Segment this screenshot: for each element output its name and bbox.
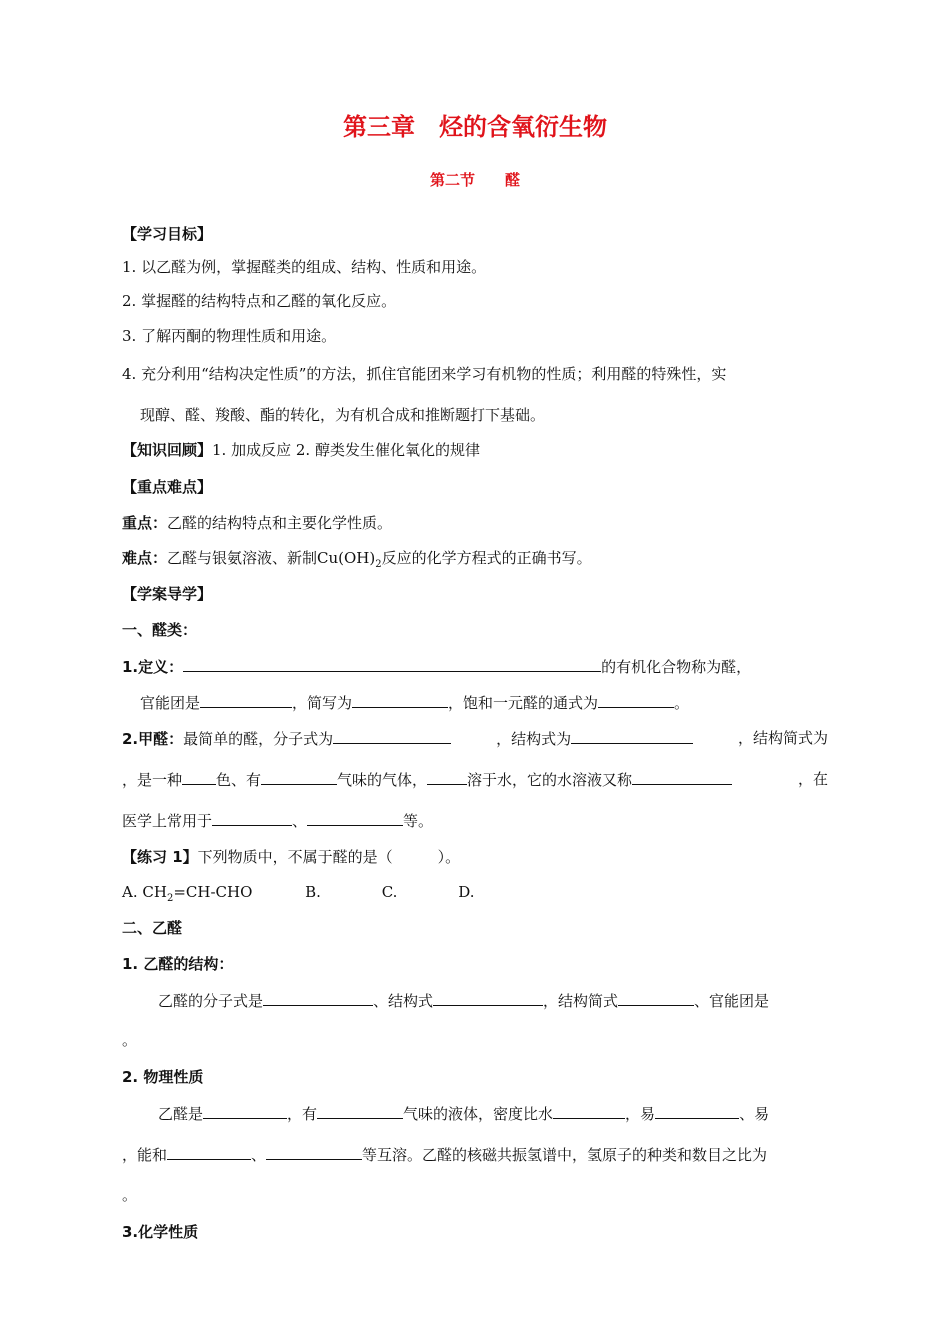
blank-field xyxy=(307,810,403,826)
key-points-heading: 【重点难点】 xyxy=(122,478,213,496)
objective-item: 4. 充分利用“结构决定性质”的方法，抓住官能团来学习有机物的性质；利用醛的特殊性，实 xyxy=(122,365,727,383)
text: 等互溶。乙醛的核磁共振氢谱中，氢原子的种类和数目之比为 xyxy=(362,1146,768,1164)
blank-field xyxy=(433,990,543,1006)
objectives-heading: 【学习目标】 xyxy=(122,225,213,243)
blank-field xyxy=(261,769,337,785)
physical-line-1 xyxy=(158,1103,769,1124)
exercise-1-line xyxy=(122,847,460,867)
exercise-1-label: 【练习 1】 xyxy=(122,848,198,866)
blank-field xyxy=(203,1103,287,1119)
blank-field xyxy=(333,728,451,744)
period: 。 xyxy=(122,1031,138,1049)
formaldehyde-line-1 xyxy=(122,728,828,749)
part2-heading: 二、乙醛 xyxy=(122,919,183,937)
text: A. CH xyxy=(122,883,167,901)
blank-field xyxy=(200,692,292,708)
structure-line xyxy=(158,990,769,1011)
subscript: 2 xyxy=(166,893,174,904)
formaldehyde-line-3 xyxy=(122,810,433,831)
text: ，简写为 xyxy=(292,694,353,712)
period: 。 xyxy=(122,1186,138,1204)
chemical-heading: 3.化学性质 xyxy=(122,1223,199,1241)
text: ，有 xyxy=(287,1105,318,1123)
text: 色、有 xyxy=(216,771,262,789)
definition-after: 的有机化合物称为醛， xyxy=(601,658,752,676)
hard-text-a: 乙醛与银氨溶液、新制Cu(OH) xyxy=(167,549,376,567)
blank-field xyxy=(632,769,732,785)
text: ，易 xyxy=(625,1105,656,1123)
text: ，饱和一元醛的通式为 xyxy=(448,694,599,712)
definition-label: 1.定义： xyxy=(122,658,184,676)
formaldehyde-label: 2.甲醛： xyxy=(122,730,184,748)
hard-text-b: 反应的化学方程式的正确书写。 xyxy=(381,549,592,567)
blank-field xyxy=(182,769,216,785)
text: 最简单的醛，分子式为 xyxy=(183,730,334,748)
text: ，结构简式 xyxy=(543,992,619,1010)
option-b: B. xyxy=(305,883,321,901)
text: 、易 xyxy=(739,1105,770,1123)
text: 。 xyxy=(674,694,690,712)
blank-field xyxy=(655,1103,739,1119)
key-point-line xyxy=(122,513,392,533)
text: ，结构式为 xyxy=(496,730,572,748)
text: ，是一种 xyxy=(122,771,183,789)
blank-field xyxy=(317,1103,403,1119)
blank-field xyxy=(352,692,448,708)
exercise-1-options xyxy=(122,882,475,909)
text: 、官能团是 xyxy=(694,992,770,1010)
text: ，结构简式为 xyxy=(737,729,828,747)
definition-line xyxy=(122,656,751,677)
text: 、 xyxy=(251,1146,267,1164)
text: ，能和 xyxy=(122,1146,168,1164)
review-heading: 【知识回顾】 xyxy=(122,441,213,459)
text: 、结构式 xyxy=(373,992,434,1010)
blank-field xyxy=(263,990,373,1006)
text: 官能团是 xyxy=(140,694,201,712)
blank-field xyxy=(553,1103,625,1119)
objective-item: 3. 了解丙酮的物理性质和用途。 xyxy=(122,327,337,345)
hard-point-line xyxy=(122,548,592,575)
functional-group-line xyxy=(140,692,689,713)
option-a xyxy=(122,883,253,904)
text: 医学上常用于 xyxy=(122,812,213,830)
physical-line-2 xyxy=(122,1144,767,1165)
text: 溶于水，它的水溶液又称 xyxy=(467,771,633,789)
physical-heading: 2. 物理性质 xyxy=(122,1068,204,1086)
exercise-1-text: 下列物质中，不属于醛的是（ ）。 xyxy=(197,848,461,866)
formaldehyde-line-2 xyxy=(122,769,828,790)
chapter-title: 第三章 烃的含氧衍生物 xyxy=(343,113,607,141)
structure-heading: 1. 乙醛的结构： xyxy=(122,955,234,973)
review-text: 1. 加成反应 2. 醇类发生催化氧化的规律 xyxy=(212,441,480,459)
subscript: 2 xyxy=(375,559,382,570)
text: 、 xyxy=(292,812,308,830)
key-label: 重点： xyxy=(122,514,168,532)
blank-field xyxy=(183,656,601,672)
blank-field xyxy=(427,769,467,785)
text: 气味的气体， xyxy=(337,771,428,789)
objective-item: 现醇、醛、羧酸、酯的转化，为有机合成和推断题打下基础。 xyxy=(140,406,546,424)
objective-item: 1. 以乙醛为例，掌握醛类的组成、结构、性质和用途。 xyxy=(122,258,487,276)
blank-field xyxy=(212,810,292,826)
hard-label: 难点： xyxy=(122,549,168,567)
key-text: 乙醛的结构特点和主要化学性质。 xyxy=(167,514,393,532)
text: ，在 xyxy=(797,770,828,788)
blank-field xyxy=(266,1144,362,1160)
option-d: D. xyxy=(458,883,475,901)
text: 乙醛是 xyxy=(158,1105,204,1123)
text: =CH-CHO xyxy=(173,883,253,901)
text: 乙醛的分子式是 xyxy=(158,992,264,1010)
objective-item: 2. 掌握醛的结构特点和乙醛的氧化反应。 xyxy=(122,292,397,310)
text: 等。 xyxy=(403,812,434,830)
part1-heading: 一、醛类： xyxy=(122,621,198,639)
text: 气味的液体，密度比水 xyxy=(403,1105,554,1123)
blank-field xyxy=(598,692,674,708)
section-title: 第二节 醛 xyxy=(429,171,520,189)
blank-field xyxy=(571,728,693,744)
blank-field xyxy=(618,990,694,1006)
option-c: C. xyxy=(381,883,398,901)
guide-heading: 【学案导学】 xyxy=(122,585,213,603)
blank-field xyxy=(167,1144,251,1160)
review-line xyxy=(122,440,480,460)
